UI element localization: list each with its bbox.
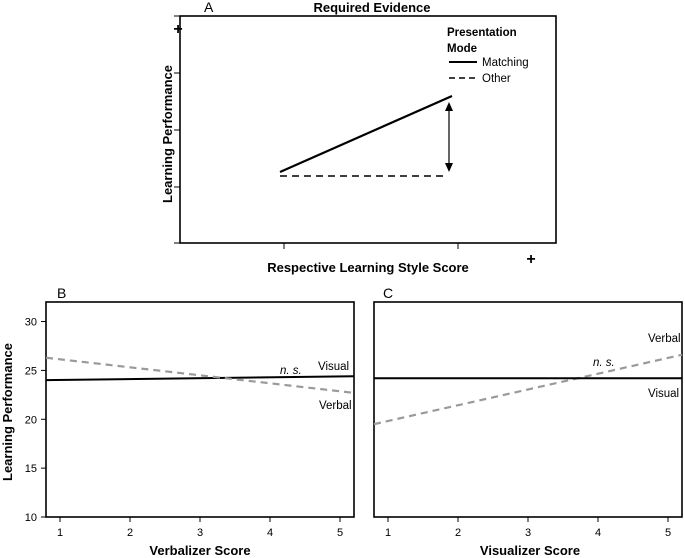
panel-b-label-verbal: Verbal [319, 400, 352, 412]
panel-a-arrow-head-up [445, 102, 453, 111]
panel-a-arrow [445, 102, 453, 172]
panel-b-ns-annotation: n. s. [280, 365, 302, 377]
panel-a [160, 0, 556, 275]
panel-a-legend [447, 27, 529, 85]
panel-c-x-tick-label: 4 [594, 527, 602, 539]
panel-a-x-plus: + [526, 251, 536, 268]
panel-b-x-tick-label: 5 [336, 527, 344, 539]
panel-b-letter: B [57, 285, 67, 301]
panel-b-x-tick-label: 4 [266, 527, 274, 539]
panel-b-x-tick-label: 2 [126, 527, 134, 539]
panel-a-legend-title-2: Mode [447, 43, 478, 55]
panel-a-series-matching [280, 96, 452, 172]
panel-b-y-label: Learning Performance [0, 343, 15, 481]
panel-a-title: Required Evidence [313, 0, 431, 15]
panel-b-label-visual: Visual [318, 361, 350, 373]
panel-b-y-tick-label: 30 [24, 316, 37, 329]
panel-c-series-verbal [374, 355, 682, 424]
panel-a-arrow-head-down [445, 163, 453, 172]
panel-a-x-label: Respective Learning Style Score [267, 260, 469, 275]
panel-b-y-ticks [25, 317, 46, 524]
panel-b-series-verbal [46, 358, 354, 393]
panel-a-frame [180, 16, 556, 243]
panel-a-legend-label-matching: Matching [482, 57, 529, 69]
panel-c [374, 285, 682, 558]
panel-c-frame [374, 302, 682, 517]
panel-c-ns-annotation: n. s. [593, 357, 615, 369]
panel-b-series-visual [46, 376, 354, 380]
panel-c-x-label: Visualizer Score [479, 543, 581, 558]
panel-c-letter: C [383, 285, 394, 301]
panel-b-x-ticks [57, 517, 343, 539]
panel-c-x-tick-label: 3 [524, 527, 532, 539]
panel-a-y-plus: + [173, 21, 183, 38]
panel-b-y-tick-label: 10 [24, 512, 37, 524]
panel-b-x-tick-label: 1 [56, 527, 64, 539]
panel-c-x-tick-label: 5 [664, 527, 672, 539]
panel-b-x-label: Verbalizer Score [149, 543, 251, 558]
panel-b-y-tick-label: 15 [24, 463, 37, 476]
panel-b [0, 285, 354, 558]
panel-a-legend-title-1: Presentation [447, 27, 517, 39]
panel-b-frame [46, 302, 354, 517]
panel-c-label-visual: Visual [648, 388, 680, 400]
panel-c-x-tick-label: 1 [384, 527, 392, 539]
panel-c-x-tick-label: 2 [454, 527, 462, 539]
panel-b-x-tick-label: 3 [196, 527, 204, 539]
panel-a-y-label: Learning Performance [160, 65, 175, 203]
panel-b-y-tick-label: 25 [24, 365, 37, 378]
panel-a-legend-label-other: Other [482, 73, 511, 85]
panel-c-label-verbal: Verbal [648, 333, 681, 345]
panel-a-letter: A [204, 0, 214, 15]
panel-c-x-ticks [385, 517, 671, 539]
panel-b-y-tick-label: 20 [24, 414, 37, 427]
